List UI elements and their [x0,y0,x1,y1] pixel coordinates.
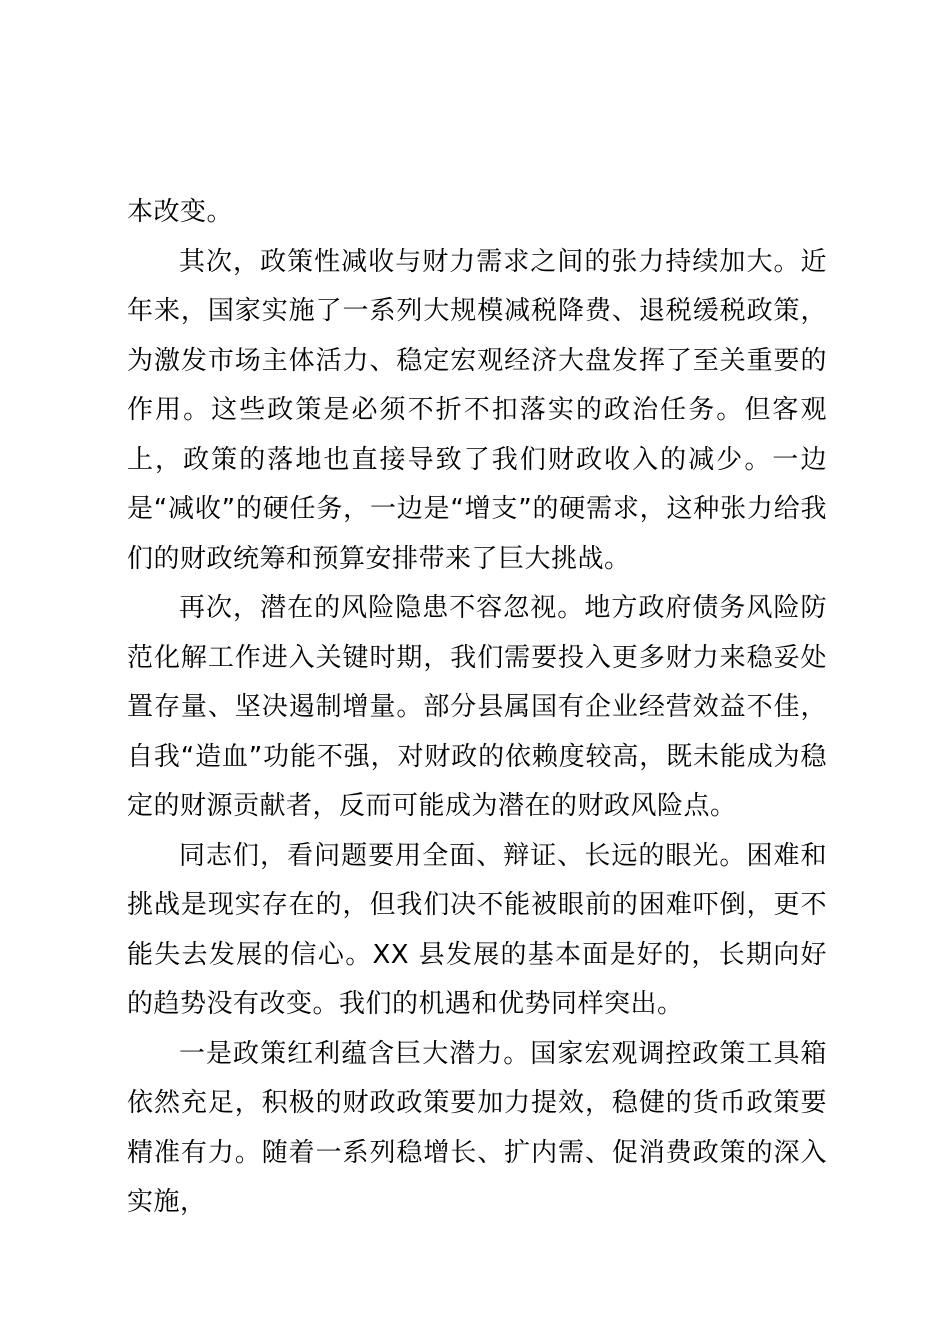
paragraph-continuation: 本改变。 [127,197,234,227]
document-body [127,188,827,1228]
paragraph-fiscal-pressure: 其次，政策性减收与财力需求之间的张力持续加大。近年来，国家实施了一系列大规模减税降费、退税缓税政策，为激发市场主体活力、稳定宏观经济大盘发挥了至关重要的作用。这些政策是必须不折不扣落实的政治任务。但客观上，政策的落地也直接导致了我们财政收入的减少。一边是“减收”的硬任务，一边是“增支”的硬需求，这种张力给我们的财政统筹和预算安排带来了巨大挑战。 [127,246,827,574]
paragraph-risk: 再次，潜在的风险隐患不容忽视。地方政府债务风险防范化解工作进入关键时期，我们需要投入更多财力来稳妥处置存量、坚决遏制增量。部分县属国有企业经营效益不佳，自我“造血”功能不强，对财政的依赖度较高，既未能成为稳定的财源贡献者，反而可能成为潜在的财政风险点。 [127,593,827,821]
paragraph-policy-dividend: 一是政策红利蕴含巨大潜力。国家宏观调控政策工具箱依然充足，积极的财政政策要加力提效，稳健的货币政策要精准有力。随着一系列稳增长、扩内需、促消费政策的深入实施， [127,1038,827,1217]
paragraph-opportunity: 同志们，看问题要用全面、辩证、长远的眼光。困难和挑战是现实存在的，但我们决不能被眼前的困难吓倒，更不能失去发展的信心。XX 县发展的基本面是好的，长期向好的趋势没有改变。我们的机遇和优势同样突出。 [127,840,827,1019]
